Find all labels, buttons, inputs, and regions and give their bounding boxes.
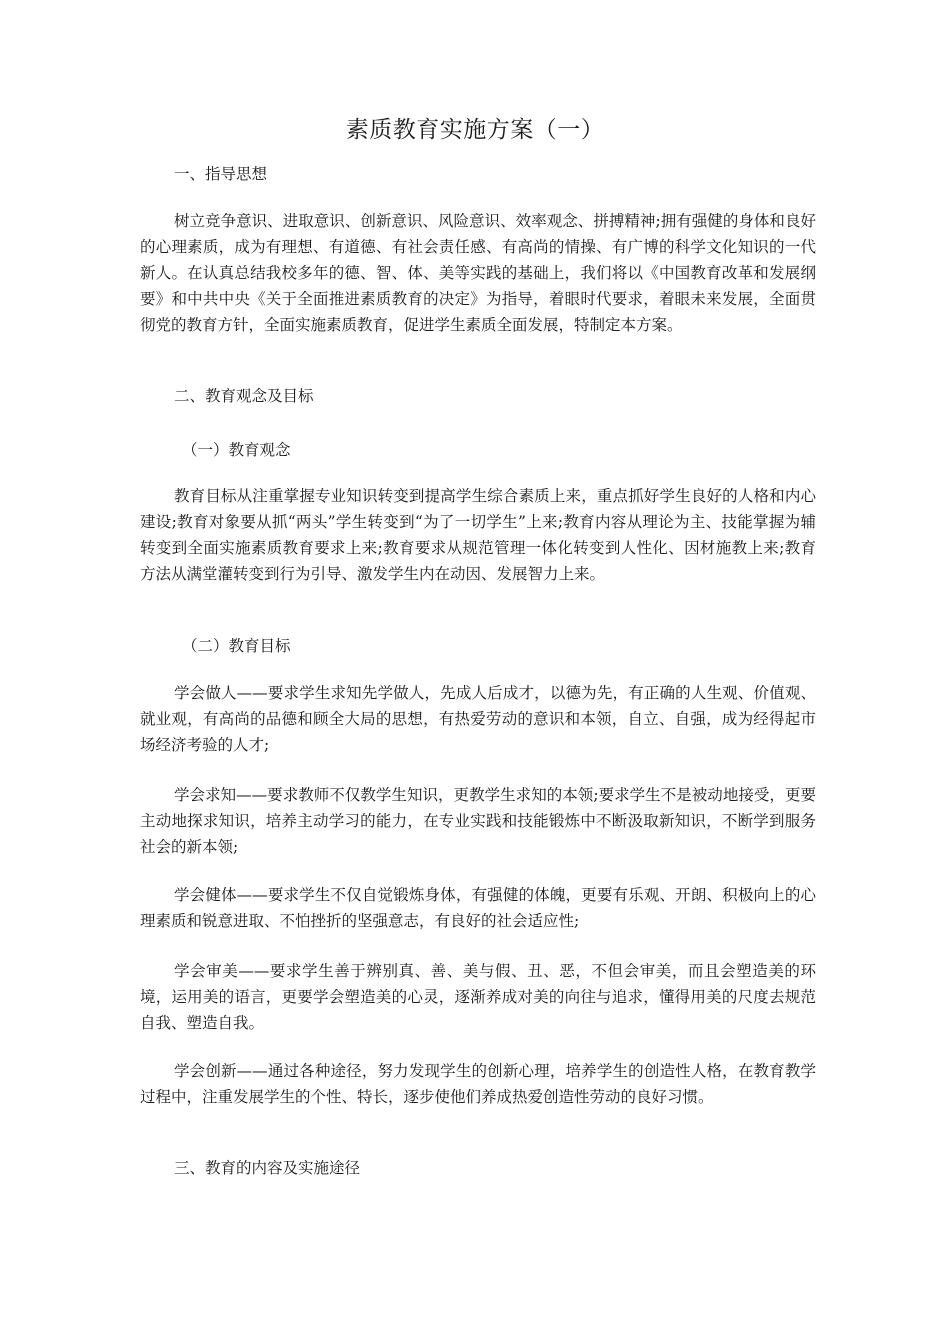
goal-item-learn-innovation: 学会创新——通过各种途径，努力发现学生的创新心理，培养学生的创造性人格，在教育教学过程中，注重发展学生的个性、特长，逐步使他们养成热爱创造性劳动的良好习惯。 [140,1062,816,1106]
paragraph-guiding-ideology: 树立竞争意识、进取意识、创新意识、风险意识、效率观念、拼搏精神;拥有强健的身体和良好的心理素质，成为有理想、有道德、有社会责任感、有高尚的情操、有广博的科学文化知识的一代新人。在认真总结我校多年的德、智、体、美等实践的基础上，我们将以《中国教育改革和发展纲要》和中共中央《关于全面推进素质教育的决定》为指导，着眼时代要求，着眼未来发展，全面贯彻党的教育方针，全面实施素质教育，促进学生素质全面发展，特制定本方案。 [140,212,816,334]
goal-item-learn-fitness: 学会健体——要求学生不仅自觉锻炼身体，有强健的体魄，更要有乐观、开朗、积极向上的心理素质和锐意进取、不怕挫折的坚强意志，有良好的社会适应性; [140,886,816,930]
paragraph-education-concepts: 教育目标从注重掌握专业知识转变到提高学生综合素质上来，重点抓好学生良好的人格和内心建设;教育对象要从抓“两头”学生转变到“为了一切学生”上来;教育内容从理论为主、技能掌握为辅转变到全面实施素质教育要求上来;教育要求从规范管理一体化转变到人性化、因材施教上来;教育方法从满堂灌转变到行为引导、激发学生内在动因、发展智力上来。 [140,487,816,583]
section-heading-content-implementation: 三、教育的内容及实施途径 [174,1159,361,1177]
section-heading-concepts-goals: 二、教育观念及目标 [174,387,314,405]
section-heading-guiding-ideology: 一、指导思想 [174,165,268,183]
goal-item-learn-to-know: 学会求知——要求教师不仅教学生知识，更教学生求知的本领;要求学生不是被动地接受，更要主动地探求知识，培养主动学习的能力，在专业实践和技能锻炼中不断汲取新知识，不断学到服务社会的新本领; [140,786,816,856]
goal-item-learn-to-be-human: 学会做人——要求学生求知先学做人，先成人后成才，以德为先，有正确的人生观、价值观、就业观，有高尚的品德和顾全大局的思想，有热爱劳动的意识和本领，自立、自强，成为经得起市场经济考验的人才; [140,684,816,754]
subsection-heading-education-concepts: （一）教育观念 [182,441,291,459]
document-title: 素质教育实施方案（一） [345,117,605,143]
subsection-heading-education-goals: （二）教育目标 [182,637,291,655]
goal-item-learn-aesthetics: 学会审美——要求学生善于辨别真、善、美与假、丑、恶，不但会审美，而且会塑造美的环境，运用美的语言，更要学会塑造美的心灵，逐渐养成对美的向往与追求，懂得用美的尺度去规范自我、塑造自我。 [140,962,816,1032]
